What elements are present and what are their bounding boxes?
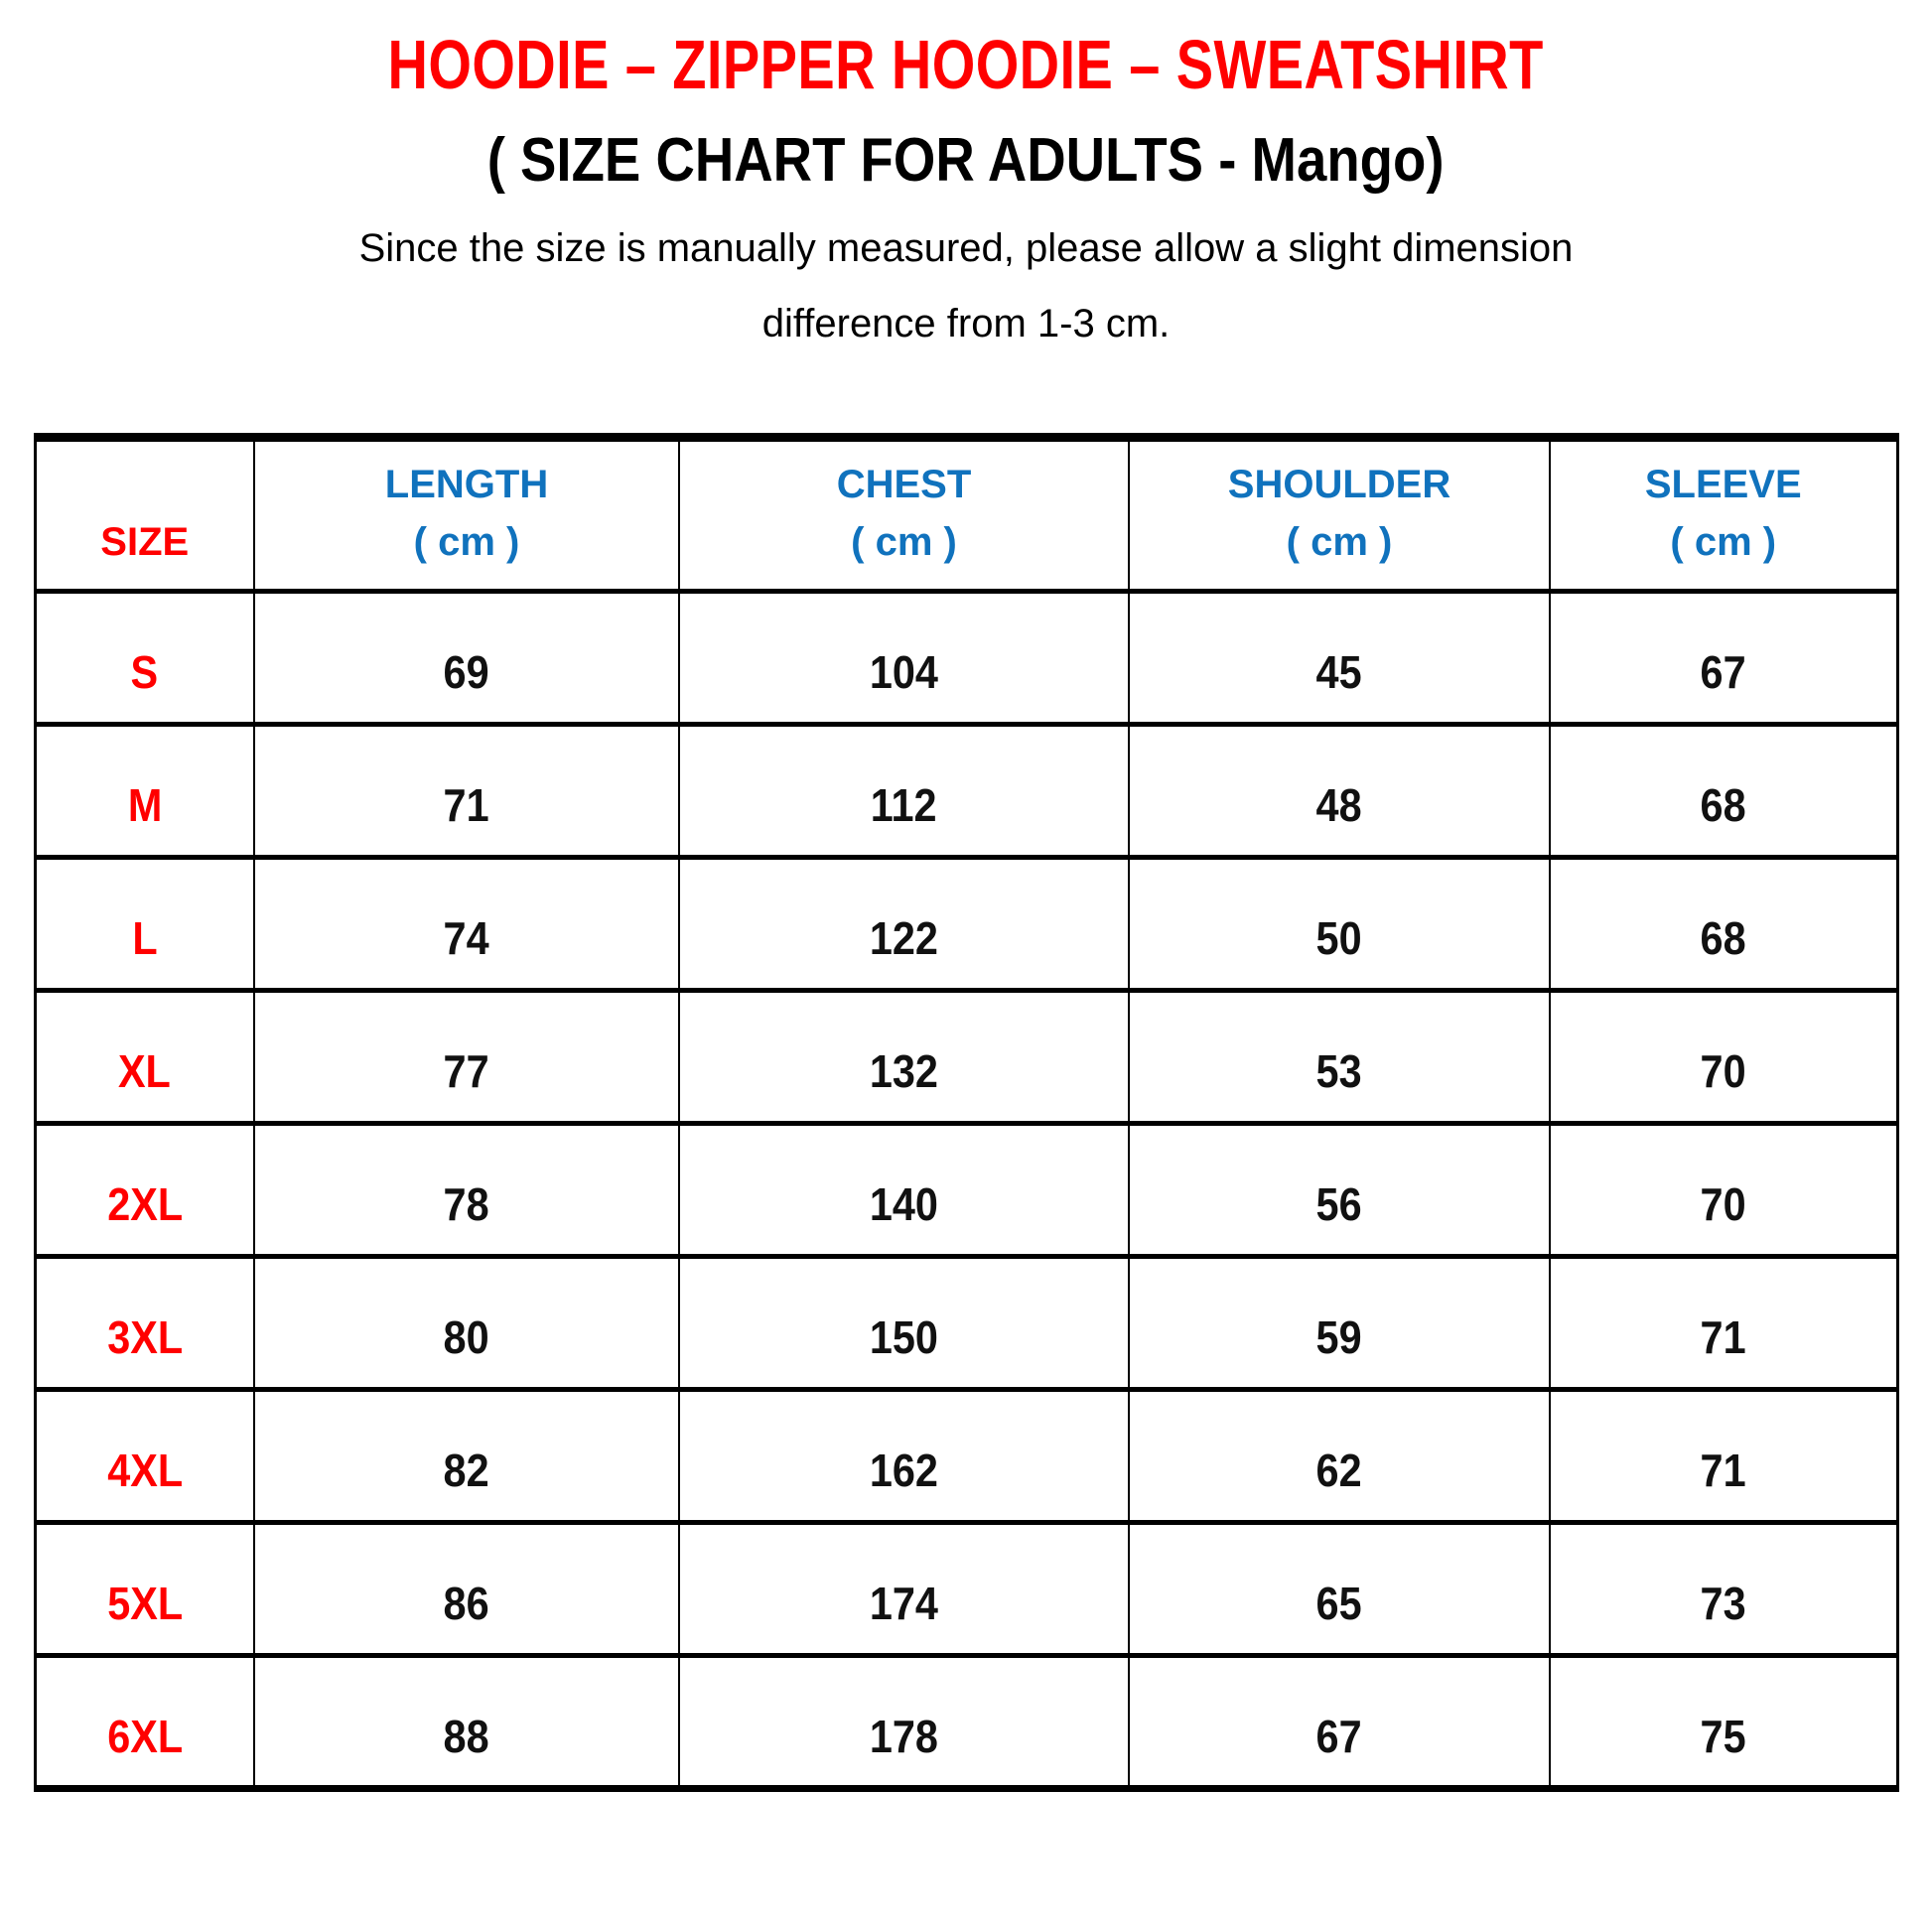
- header-sleeve: [1550, 438, 1897, 592]
- chest-cell: [679, 725, 1129, 858]
- size-label: 3XL: [106, 1311, 183, 1363]
- chest-cell: [679, 1257, 1129, 1390]
- shoulder-cell: [1129, 1523, 1550, 1656]
- note-line-1: Since the size is manually measured, please allow a slight dimension: [358, 226, 1574, 270]
- length-cell: [254, 592, 679, 725]
- sleeve-value: 68: [1700, 912, 1746, 964]
- size-chart-page: [0, 28, 1932, 1928]
- table-row-2xl: [35, 1124, 1897, 1257]
- shoulder-value: 67: [1315, 1711, 1363, 1762]
- sleeve-cell: [1550, 725, 1897, 858]
- header-chest-unit: ( cm ): [851, 520, 957, 564]
- chest-cell: [679, 1124, 1129, 1257]
- size-cell: [35, 1390, 254, 1523]
- shoulder-value: 56: [1315, 1178, 1363, 1230]
- page-subtitle: [0, 127, 1932, 195]
- sleeve-cell: [1550, 1390, 1897, 1523]
- shoulder-cell: [1129, 1656, 1550, 1789]
- size-label: 4XL: [106, 1445, 183, 1496]
- length-cell: [254, 725, 679, 858]
- sleeve-value: 70: [1700, 1178, 1746, 1230]
- size-label: 5XL: [106, 1578, 183, 1629]
- shoulder-cell: [1129, 592, 1550, 725]
- table-row-5xl: [35, 1523, 1897, 1656]
- size-label: L: [132, 912, 158, 964]
- sleeve-cell: [1550, 1257, 1897, 1390]
- size-label: XL: [118, 1045, 172, 1097]
- shoulder-cell: [1129, 725, 1550, 858]
- sleeve-cell: [1550, 1523, 1897, 1656]
- size-cell: [35, 1257, 254, 1390]
- sleeve-cell: [1550, 991, 1897, 1124]
- length-value: 77: [443, 1045, 490, 1097]
- sleeve-value: 71: [1700, 1311, 1746, 1363]
- note-line-2: difference from 1-3 cm.: [761, 302, 1171, 345]
- size-label: S: [130, 646, 159, 698]
- size-cell: [35, 858, 254, 991]
- sleeve-cell: [1550, 1124, 1897, 1257]
- chest-value: 132: [869, 1045, 939, 1097]
- header-sleeve-label: SLEEVE: [1644, 463, 1802, 506]
- header-size-label: SIZE: [100, 520, 190, 564]
- chest-cell: [679, 858, 1129, 991]
- chest-value: 122: [869, 912, 939, 964]
- sleeve-value: 67: [1700, 646, 1746, 698]
- shoulder-cell: [1129, 1390, 1550, 1523]
- length-cell: [254, 991, 679, 1124]
- table-row-l: [35, 858, 1897, 991]
- shoulder-value: 53: [1315, 1045, 1363, 1097]
- chest-value: 162: [869, 1445, 939, 1496]
- sleeve-value: 71: [1700, 1445, 1746, 1496]
- chest-value: 178: [869, 1711, 939, 1762]
- size-label: 6XL: [106, 1711, 183, 1762]
- chest-value: 150: [869, 1311, 939, 1363]
- header-shoulder-label: SHOULDER: [1227, 463, 1451, 506]
- length-value: 86: [443, 1578, 490, 1629]
- sleeve-value: 73: [1700, 1578, 1746, 1629]
- length-value: 82: [443, 1445, 490, 1496]
- table-row-4xl: [35, 1390, 1897, 1523]
- header-chest: [679, 438, 1129, 592]
- shoulder-value: 65: [1315, 1578, 1363, 1629]
- shoulder-value: 48: [1315, 779, 1363, 831]
- length-value: 80: [443, 1311, 490, 1363]
- sleeve-value: 75: [1700, 1711, 1746, 1762]
- sleeve-cell: [1550, 592, 1897, 725]
- header-sleeve-unit: ( cm ): [1670, 520, 1777, 564]
- chest-cell: [679, 1390, 1129, 1523]
- chest-cell: [679, 991, 1129, 1124]
- header-length-label: LENGTH: [384, 463, 549, 506]
- header-length-unit: ( cm ): [413, 520, 520, 564]
- table-row-m: [35, 725, 1897, 858]
- size-cell: [35, 725, 254, 858]
- page-title: [0, 28, 1932, 101]
- length-cell: [254, 1656, 679, 1789]
- shoulder-value: 45: [1315, 646, 1363, 698]
- length-value: 78: [443, 1178, 490, 1230]
- size-cell: [35, 1656, 254, 1789]
- sleeve-cell: [1550, 1656, 1897, 1789]
- shoulder-cell: [1129, 858, 1550, 991]
- chest-cell: [679, 592, 1129, 725]
- chest-value: 104: [869, 646, 939, 698]
- sleeve-value: 68: [1700, 779, 1746, 831]
- length-cell: [254, 1390, 679, 1523]
- length-value: 69: [443, 646, 490, 698]
- header-chest-label: CHEST: [836, 463, 972, 506]
- page-title-text: HOODIE – ZIPPER HOODIE – SWEATSHIRT: [387, 26, 1545, 103]
- length-value: 71: [443, 779, 490, 831]
- shoulder-cell: [1129, 991, 1550, 1124]
- length-cell: [254, 1523, 679, 1656]
- chest-value: 112: [871, 779, 937, 831]
- table-row-6xl: [35, 1656, 1897, 1789]
- length-value: 74: [443, 912, 490, 964]
- chest-cell: [679, 1656, 1129, 1789]
- size-cell: [35, 1523, 254, 1656]
- length-cell: [254, 858, 679, 991]
- size-label: 2XL: [106, 1178, 183, 1230]
- sleeve-cell: [1550, 858, 1897, 991]
- table-row-xl: [35, 991, 1897, 1124]
- shoulder-cell: [1129, 1124, 1550, 1257]
- size-chart-table: [34, 433, 1899, 1792]
- shoulder-cell: [1129, 1257, 1550, 1390]
- page-subtitle-text: ( SIZE CHART FOR ADULTS - Mango): [487, 126, 1445, 195]
- length-cell: [254, 1124, 679, 1257]
- table-row-s: [35, 592, 1897, 725]
- size-cell: [35, 592, 254, 725]
- header-length: [254, 438, 679, 592]
- shoulder-value: 62: [1315, 1445, 1363, 1496]
- header-size: [35, 438, 254, 592]
- size-cell: [35, 991, 254, 1124]
- length-value: 88: [443, 1711, 490, 1762]
- sleeve-value: 70: [1700, 1045, 1746, 1097]
- header-shoulder: [1129, 438, 1550, 592]
- length-cell: [254, 1257, 679, 1390]
- shoulder-value: 50: [1315, 912, 1363, 964]
- chest-value: 174: [869, 1578, 939, 1629]
- chest-cell: [679, 1523, 1129, 1656]
- chest-value: 140: [869, 1178, 939, 1230]
- size-label: M: [127, 779, 162, 831]
- size-cell: [35, 1124, 254, 1257]
- table-row-3xl: [35, 1257, 1897, 1390]
- header-shoulder-unit: ( cm ): [1286, 520, 1393, 564]
- shoulder-value: 59: [1315, 1311, 1363, 1363]
- header-row: [35, 438, 1897, 592]
